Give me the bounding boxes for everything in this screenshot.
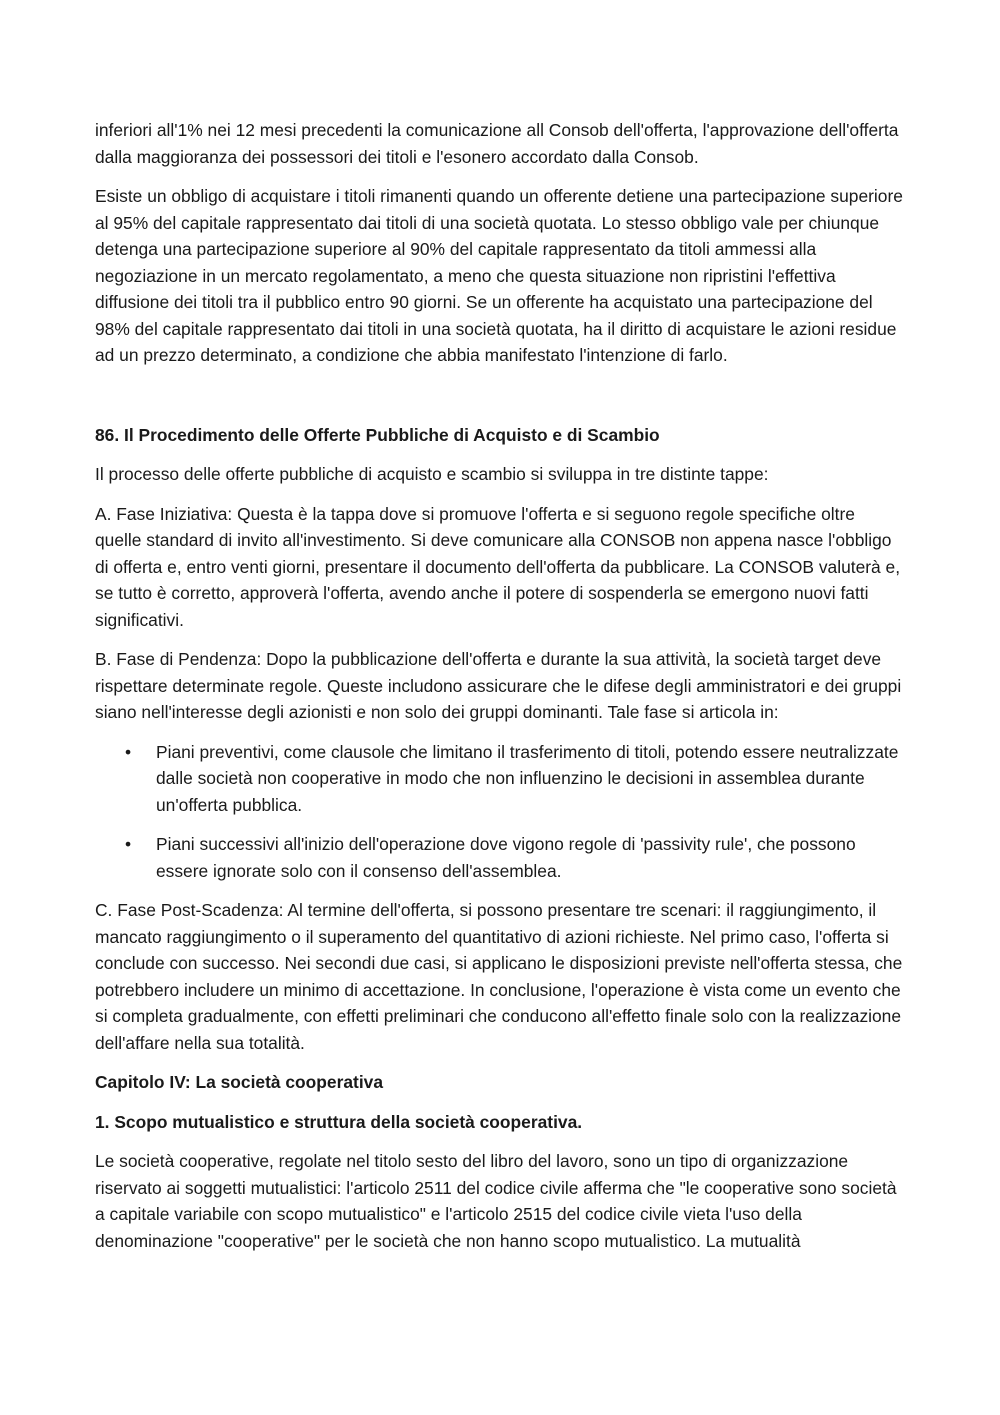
bullet-list <box>95 739 905 885</box>
paragraph-3: Il processo delle offerte pubbliche di acquisto e scambio si sviluppa in tre distinte tappe: <box>95 464 769 484</box>
list-item <box>95 831 905 884</box>
section-heading-86: 86. Il Procedimento delle Offerte Pubbliche di Acquisto e di Scambio <box>95 424 660 445</box>
paragraph-1: inferiori all'1% nei 12 mesi precedenti la comunicazione all Consob dell'offerta, l'approvazione dell'offerta dalla maggioranza dei possessori dei titoli e l'esonero accordato dalla Consob. <box>95 120 899 167</box>
paragraph-6: C. Fase Post-Scadenza: Al termine dell'offerta, si possono presentare tre scenari: il raggiungimento, il mancato raggiungimento o il superamento del quantitativo di azioni richieste. Nel primo caso, l'offerta si conclude con successo. Nei secondi due casi, si applicano le disposizioni previste nell'offerta stessa, che potrebbero includere un minimo di accettazione. In conclusione, l'operazione è vista come un evento che si completa gradualmente, con effetti preliminari che conducono all'effetto finale solo con la realizzazione dell'affare nella sua totalità. <box>95 900 903 1053</box>
bullet-icon: • <box>125 741 132 762</box>
paragraph-2: Esiste un obbligo di acquistare i titoli rimanenti quando un offerente detiene una partecipazione superiore al 95% del capitale rappresentato dai titoli di una società quotata. Lo stesso obbligo vale per chiunque detenga una partecipazione superiore al 90% del capitale rappresentato da titoli ammessi alla negoziazione in un mercato regolamentato, a meno che questa situazione non ripristini l'effettiva diffusione dei titoli tra il pubblico entro 90 giorni. Se un offerente ha acquistato una partecipazione del 98% del capitale rappresentato dai titoli in una società quotata, ha il diritto di acquistare le azioni residue ad un prezzo determinato, a condizione che abbia manifestato l'intenzione di farlo. <box>95 186 903 365</box>
list-item-text: Piani preventivi, come clausole che limitano il trasferimento di titoli, potendo essere neutralizzate dalle società non cooperative in modo che non influenzino le decisioni in assemblea durante un'offerta pubblica. <box>156 741 899 815</box>
chapter-heading: Capitolo IV: La società cooperativa <box>95 1072 383 1092</box>
paragraph-7: Le società cooperative, regolate nel titolo sesto del libro del lavoro, sono un tipo di organizzazione riservato ai soggetti mutualistici: l'articolo 2511 del codice civile afferma che "le cooperative sono società a capitale variabile con scopo mutualistico" e l'articolo 2515 del codice civile vieta l'uso della denominazione "cooperative" per le società che non hanno scopo mutualistico. La mutualità <box>95 1151 897 1251</box>
section-spacer <box>95 382 905 422</box>
paragraph-5: B. Fase di Pendenza: Dopo la pubblicazione dell'offerta e durante la sua attività, la società target deve rispettare determinate regole. Queste includono assicurare che le difese degli amministratori e dei gruppi siano nell'interesse degli azionisti e non solo dei gruppi dominanti. Tale fase si articola in: <box>95 649 902 722</box>
document-page <box>95 117 905 1267</box>
list-item <box>95 739 905 819</box>
section-heading-1: 1. Scopo mutualistico e struttura della società cooperativa. <box>95 1111 583 1132</box>
bullet-icon: • <box>125 834 132 854</box>
paragraph-4: A. Fase Iniziativa: Questa è la tappa dove si promuove l'offerta e si seguono regole specifiche oltre quelle standard di invito all'investimento. Si deve comunicare alla CONSOB non appena nasce l'obbligo di offerta e, entro venti giorni, presentare il documento dell'offerta da pubblicare. La CONSOB valuterà e, se tutto è corretto, approverà l'offerta, avendo anche il potere di sospenderla se emergono nuovi fatti significativi. <box>95 503 901 630</box>
list-item-text: Piani successivi all'inizio dell'operazione dove vigono regole di 'passivity rule', che possono essere ignorate solo con il consenso dell'assemblea. <box>156 834 856 881</box>
